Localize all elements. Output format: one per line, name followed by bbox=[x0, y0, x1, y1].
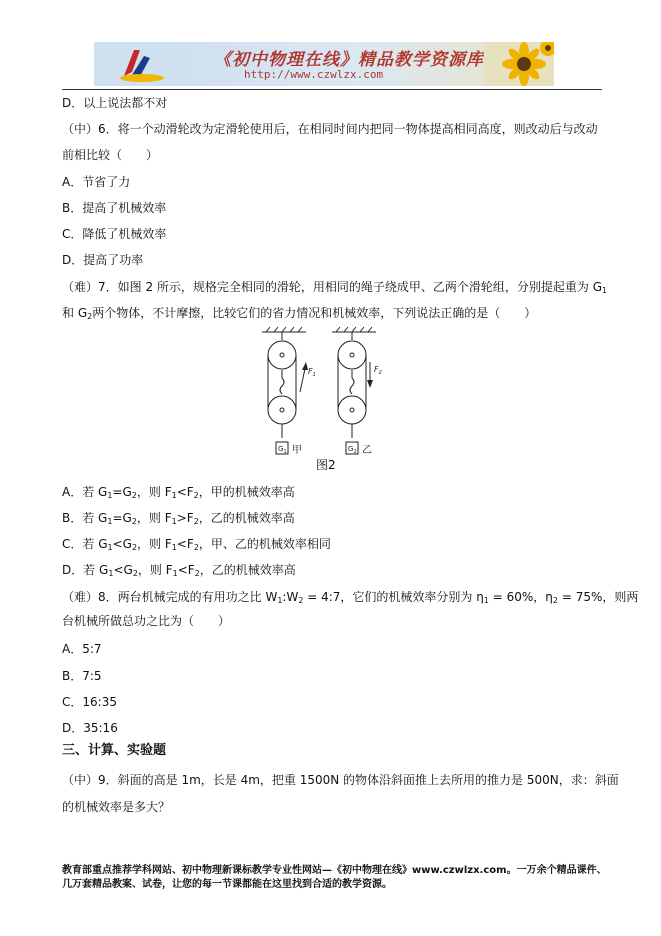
q6-stem-line2: 前相比较（ ） bbox=[62, 148, 159, 162]
figure-label-yi: 乙 bbox=[362, 445, 372, 456]
weight-label-jia: $G_1$ bbox=[278, 445, 287, 455]
banner-title: 《初中物理在线》精品教学资源库 bbox=[214, 50, 484, 70]
footer-line1: 教育部重点推荐学科网站、初中物理新课标教学专业性网站—《初中物理在线》www.czwlzx.com。一万余个精品课件、 bbox=[62, 865, 607, 876]
movable-pulley-jia bbox=[268, 396, 296, 424]
fixed-pulley-jia bbox=[268, 341, 296, 369]
q7-stem-line2: 和 $G_2$两个物体，不计摩擦，比较它们的省力情况和机械效率，下列说法正确的是（ ） bbox=[62, 306, 537, 321]
q7-option-a: A．若 $G_1=G_2$，则 $F_1<F_2$，甲的机械效率高 bbox=[62, 485, 295, 500]
q7-option-b: B．若 $G_1=G_2$，则 $F_1>F_2$，乙的机械效率高 bbox=[62, 511, 295, 526]
force-arrow-yi-icon bbox=[367, 380, 373, 388]
q8-option-c: C．16:35 bbox=[62, 695, 117, 709]
pulley-figure bbox=[256, 326, 396, 472]
force-label-jia: $F_1$ bbox=[308, 367, 316, 378]
q8-stem-line1: （难）8．两台机械完成的有用功之比 $W_1:W_2$ = 4:7，它们的机械效率分别为 $\eta_1 = 60\%$，$\eta_2 = 75\%$，则两 bbox=[62, 590, 639, 605]
header-rule bbox=[62, 89, 602, 90]
banner-url[interactable]: http://www.czwlzx.com bbox=[244, 68, 384, 81]
weight-label-yi: $G_2$ bbox=[348, 445, 357, 455]
q9-stem-line2: 的机械效率是多大？ bbox=[62, 800, 171, 814]
q9-stem-line1: （中）9．斜面的高是 1m，长是 4m，把重 1500N 的物体沿斜面推上去所用的推力是 500N，求：斜面 bbox=[62, 773, 619, 787]
q6-option-d: D．提高了功率 bbox=[62, 253, 144, 267]
q8-option-a: A．5:7 bbox=[62, 642, 102, 656]
q6-option-a: A．节省了力 bbox=[62, 175, 131, 189]
ceiling-hatch-yi bbox=[336, 327, 372, 332]
sunflower-icon bbox=[484, 42, 554, 86]
section-heading: 三、计算、实验题 bbox=[62, 743, 167, 758]
q6-stem-line1: （中）6．将一个动滑轮改为定滑轮使用后，在相同时间内把同一物体提高相同高度，则改动后与改动 bbox=[62, 122, 598, 136]
q8-stem-line2: 台机械所做总功之比为（ ） bbox=[62, 614, 231, 628]
ceiling-hatch-jia bbox=[266, 327, 302, 332]
force-label-yi: $F_2$ bbox=[374, 365, 382, 376]
q8-option-d: D．35:16 bbox=[62, 721, 118, 735]
movable-pulley-yi bbox=[338, 396, 366, 424]
site-logo-icon bbox=[94, 42, 184, 86]
figure-caption: 图2 bbox=[316, 458, 336, 472]
q7-option-c: C．若 $G_1<G_2$，则 $F_1<F_2$，甲、乙的机械效率相同 bbox=[62, 537, 331, 552]
footer-line2: 几万套精品教案、试卷，让您的每一节课都能在这里找到合适的教学资源。 bbox=[62, 879, 392, 890]
q7-stem-line1: （难）7．如图 2 所示，规格完全相同的滑轮，用相同的绳子绕成甲、乙两个滑轮组，分别提起重为 $G_1$ bbox=[62, 280, 608, 295]
q5-option-d: D．以上说法都不对 bbox=[62, 96, 168, 110]
q7-option-d: D．若 $G_1<G_2$，则 $F_1<F_2$，乙的机械效率高 bbox=[62, 563, 296, 578]
q6-option-b: B．提高了机械效率 bbox=[62, 201, 167, 215]
figure-label-jia: 甲 bbox=[292, 445, 302, 456]
footer-text bbox=[62, 864, 607, 892]
fixed-pulley-yi bbox=[338, 341, 366, 369]
q8-option-b: B．7:5 bbox=[62, 669, 102, 683]
header-banner bbox=[94, 42, 554, 86]
q6-option-c: C．降低了机械效率 bbox=[62, 227, 167, 241]
